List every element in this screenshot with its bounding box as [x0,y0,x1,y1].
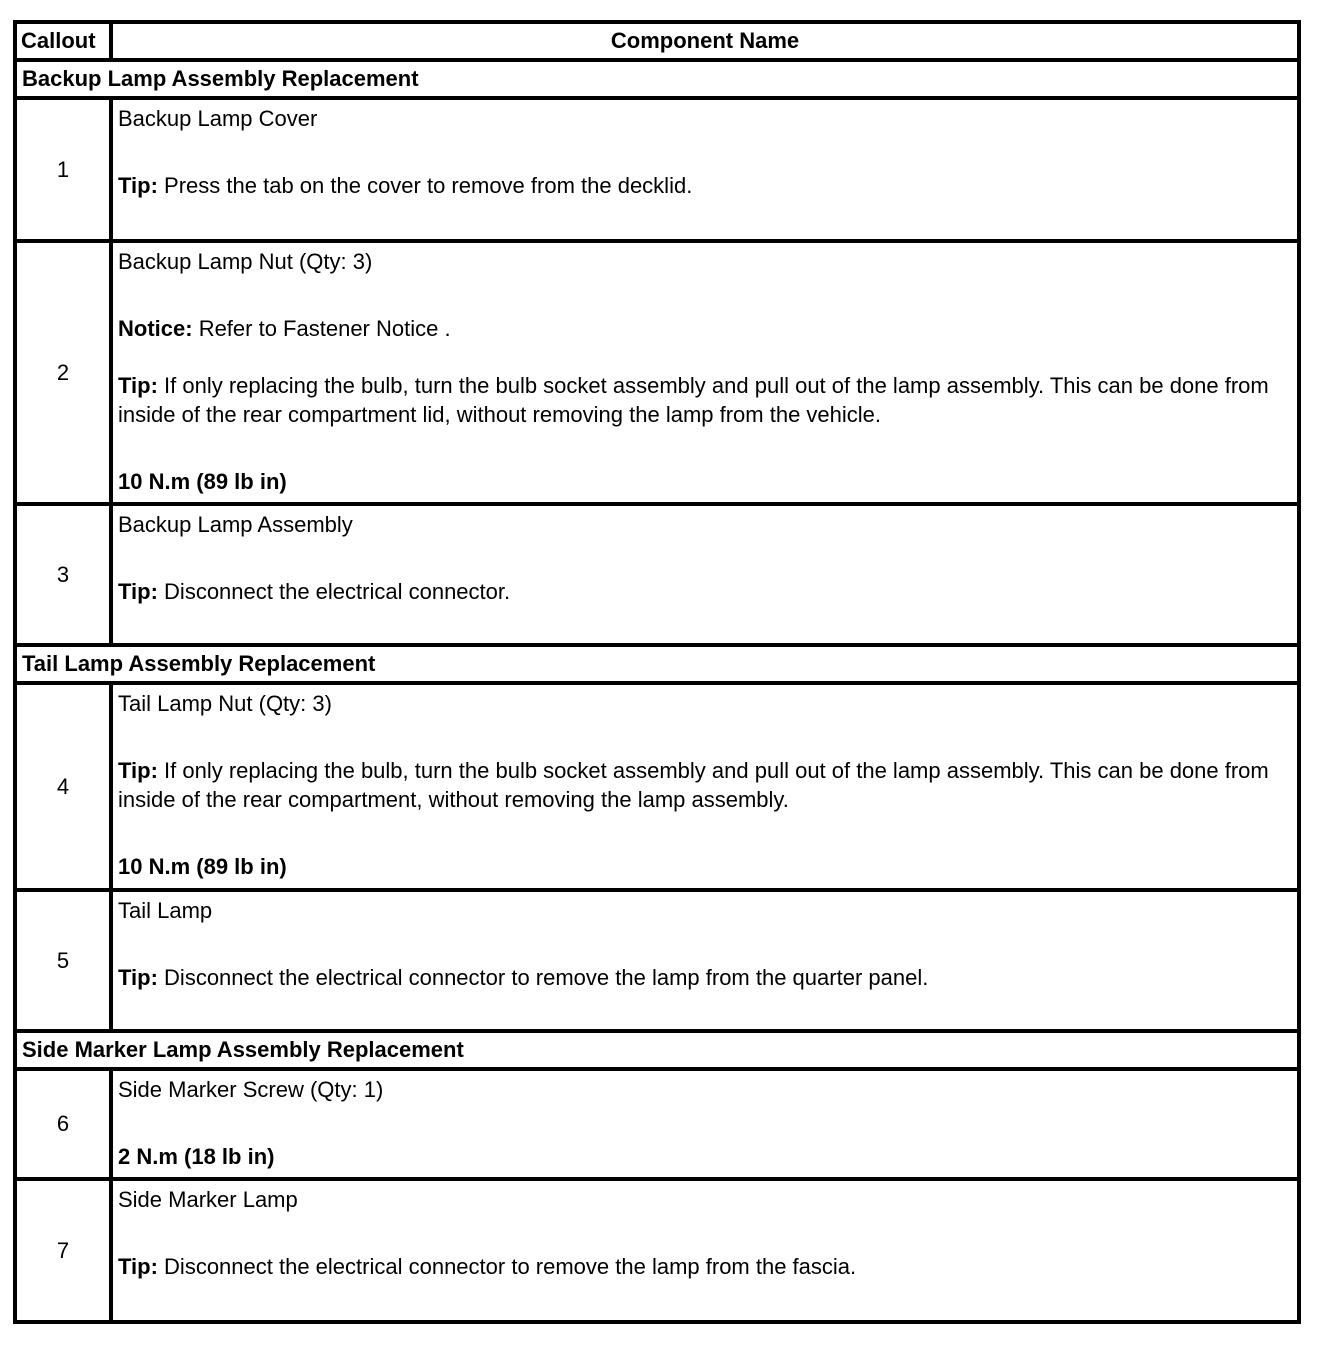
tip-label: Tip: [118,373,158,398]
tip-text: Tip: Disconnect the electrical connector to remove the lamp from the fascia. [118,1254,857,1279]
section-title: Tail Lamp Assembly Replacement [15,645,1299,683]
tip-text: Tip: Disconnect the electrical connector to remove the lamp from the quarter panel. [118,965,929,990]
tip-text: Tip: If only replacing the bulb, turn the bulb socket assembly and pull out of the lamp assembly. This can be done from inside of the rear compartment, without removing the lamp assembly. [118,758,1269,812]
callout-number: 5 [15,890,111,1031]
table-row [15,1179,1299,1322]
torque-spec: 2 N.m (18 lb in) [118,1144,275,1169]
notice-label: Notice: [118,316,193,341]
component-cell [111,504,1299,645]
callout-number: 3 [15,504,111,645]
section-header [15,60,1299,98]
table-row [15,1069,1299,1179]
component-name: Tail Lamp Nut (Qty: 3) [118,691,332,716]
torque-spec: 10 N.m (89 lb in) [118,854,287,879]
notice-text: Notice: Refer to Fastener Notice . [118,316,451,341]
component-column-header: Component Name [111,22,1299,60]
callout-number: 6 [15,1069,111,1179]
section-header [15,645,1299,683]
component-name: Backup Lamp Cover [118,106,318,131]
table-row [15,98,1299,241]
component-name: Tail Lamp [118,898,213,923]
tip-label: Tip: [118,758,158,783]
component-cell [111,890,1299,1031]
component-cell [111,1069,1299,1179]
table-row [15,504,1299,645]
table-header [15,22,1299,60]
component-name: Side Marker Screw (Qty: 1) [118,1077,384,1102]
tip-text: Tip: Disconnect the electrical connector. [118,579,511,604]
tip-label: Tip: [118,965,158,990]
callout-number: 1 [15,98,111,241]
section-title: Side Marker Lamp Assembly Replacement [15,1031,1299,1069]
component-name: Backup Lamp Assembly [118,512,353,537]
table-row [15,683,1299,890]
component-cell [111,683,1299,890]
callout-number: 4 [15,683,111,890]
section-title: Backup Lamp Assembly Replacement [15,60,1299,98]
component-cell [111,1179,1299,1322]
callout-number: 7 [15,1179,111,1322]
component-name: Backup Lamp Nut (Qty: 3) [118,249,373,274]
component-table [13,20,1301,1324]
callout-number: 2 [15,241,111,504]
table-row [15,890,1299,1031]
callout-column-header: Callout [15,22,111,60]
section-header [15,1031,1299,1069]
component-cell [111,241,1299,504]
tip-label: Tip: [118,1254,158,1279]
component-name: Side Marker Lamp [118,1187,298,1212]
tip-text: Tip: Press the tab on the cover to remove from the decklid. [118,173,693,198]
torque-spec: 10 N.m (89 lb in) [118,469,287,494]
tip-label: Tip: [118,173,158,198]
tip-text: Tip: If only replacing the bulb, turn the bulb socket assembly and pull out of the lamp assembly. This can be done from inside of the rear compartment lid, without removing the lamp from the vehicle. [118,373,1269,427]
table-row [15,241,1299,504]
component-cell [111,98,1299,241]
tip-label: Tip: [118,579,158,604]
